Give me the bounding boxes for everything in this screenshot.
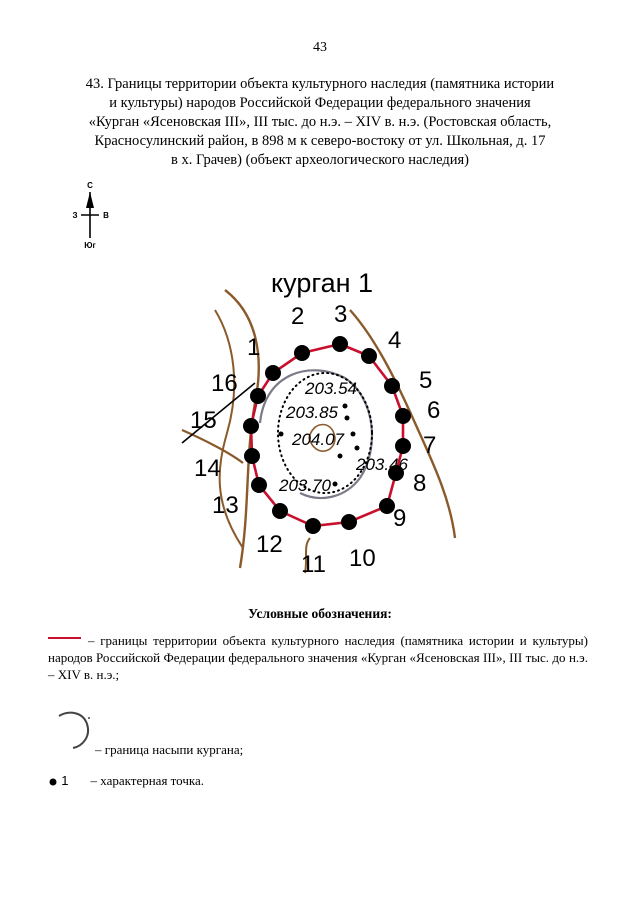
compass-east-label: В <box>103 211 109 220</box>
compass-rose-icon <box>64 178 116 250</box>
boundary-point <box>361 348 377 364</box>
point-label: 5 <box>419 367 433 394</box>
legend-point-text: – характерная точка. <box>90 773 205 788</box>
title-line: 43. Границы территории объекта культурного наследия (памятника истории <box>85 76 555 92</box>
point-label: 6 <box>427 397 441 424</box>
point-label: 7 <box>423 432 437 459</box>
boundary-point <box>251 477 267 493</box>
title-line: в х. Грачев) (объект археологического наследия) <box>171 152 469 168</box>
survey-mark <box>279 432 284 437</box>
legend-mound-text: – граница насыпи кургана; <box>95 742 244 757</box>
boundary-point <box>244 448 260 464</box>
elevation-label: 203.46 <box>356 455 408 474</box>
point-label: 2 <box>291 303 305 330</box>
boundary-point <box>395 408 411 424</box>
point-label: 14 <box>194 455 221 482</box>
site-scheme <box>175 248 475 588</box>
compass-arrow-icon <box>86 192 94 208</box>
point-label: 4 <box>388 327 402 354</box>
boundary-point <box>395 438 411 454</box>
boundary-point <box>250 388 266 404</box>
legend-item-mound <box>95 741 395 758</box>
elevation-label: 203.85 <box>286 403 338 422</box>
survey-mark <box>345 416 350 421</box>
elevation-label: 203.54 <box>305 379 357 398</box>
legend-item-point <box>48 772 588 789</box>
title-line: и культуры) народов Российской Федерации федерального значения <box>109 95 531 111</box>
boundary-point <box>272 503 288 519</box>
characteristic-point-icon <box>48 777 58 787</box>
page-number: 43 <box>313 40 327 55</box>
survey-mark <box>351 432 356 437</box>
kurgan-label: курган 1 <box>271 268 374 298</box>
compass-north-label: С <box>87 181 93 190</box>
elevation-label: 203.70 <box>279 476 331 495</box>
survey-mark <box>338 454 343 459</box>
point-label: 3 <box>334 301 348 328</box>
legend-title: Условные обозначения: <box>248 606 392 621</box>
boundary-point <box>305 518 321 534</box>
compass-south-label: Юг <box>84 241 96 250</box>
point-label: 8 <box>413 470 427 497</box>
compass-west-label: З <box>72 211 78 220</box>
point-label: 11 <box>301 551 326 578</box>
point-label: 15 <box>190 407 217 434</box>
boundary-point <box>384 378 400 394</box>
boundary-point <box>332 336 348 352</box>
title-line: Красносулинский район, в 898 м к северо-востоку от ул. Школьная, д. 17 <box>94 133 546 149</box>
point-label: 1 <box>247 334 261 361</box>
point-label: 10 <box>349 545 376 572</box>
legend-boundary-text: – границы территории объекта культурного наследия (памятника истории и культуры) народов Российской Федерации федерального значения «Курган «Ясеновская III», III тыс. до н.э. – XIV в. н.э.; <box>48 633 588 682</box>
elevation-label: 204.07 <box>292 430 344 449</box>
boundary-point <box>294 345 310 361</box>
title-line: «Курган «Ясеновская III», III тыс. до н.э. – XIV в. н.э. (Ростовская область, <box>88 114 552 130</box>
mound-boundary-legend-icon <box>55 708 95 752</box>
boundary-point <box>243 418 259 434</box>
boundary-point <box>265 365 281 381</box>
survey-mark <box>355 446 360 451</box>
point-label: 9 <box>393 505 407 532</box>
legend-point-number: 1 <box>61 773 69 788</box>
survey-mark <box>343 404 348 409</box>
point-label: 12 <box>256 531 283 558</box>
point-label: 13 <box>212 492 239 519</box>
survey-mark <box>333 482 338 487</box>
document-title <box>40 75 600 170</box>
boundary-point <box>341 514 357 530</box>
legend-item-boundary <box>48 632 588 683</box>
point-label: 16 <box>211 370 238 397</box>
